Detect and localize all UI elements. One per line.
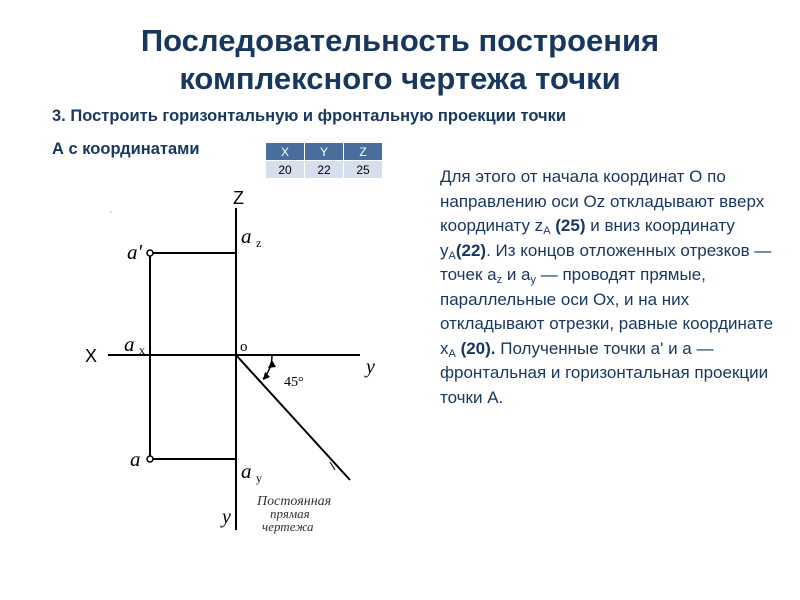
point-az-label: a	[241, 224, 252, 248]
value-x: 20	[266, 161, 305, 179]
expl-sub-ya: A	[448, 249, 456, 262]
expl-sub-xa: A	[448, 347, 456, 360]
task-line-1: 3. Построить горизонтальную и фронтальную проекции точки	[52, 107, 566, 125]
expl-sub-za: A	[543, 225, 551, 237]
axis-y-right-label: y	[366, 356, 375, 378]
point-ay-subscript: y	[256, 471, 262, 485]
value-y: 22	[305, 161, 344, 179]
axis-x-label: X	[85, 346, 98, 366]
angle-label: 45°	[284, 375, 304, 390]
point-az-subscript: z	[256, 236, 262, 250]
title-line-1: Последовательность построения	[140, 23, 660, 58]
expl-part-9: Полученные точки а' и а — фронтальная и горизонтальная проекции точки А.	[440, 338, 769, 407]
point-a	[147, 456, 153, 462]
expl-part-1: Для этого от начала координат О по направлению оси Оz откладывают вверх координату z	[440, 167, 765, 235]
axis-y-down-label: y	[222, 506, 231, 528]
header-y: Y	[305, 143, 344, 161]
constant-label-1: Постоянная	[257, 494, 332, 509]
constant-label-3: чертежа	[262, 519, 314, 534]
expl-part-8: (20).	[455, 338, 496, 358]
constant-line	[236, 355, 350, 480]
point-a-prime	[147, 250, 153, 256]
constant-label-2: прямая	[270, 506, 310, 521]
point-a-prime-label: a'	[127, 240, 142, 264]
expl-sub-az: z	[496, 274, 503, 286]
expl-part-5: . Из концов отложенных отрезков — точек а	[440, 240, 772, 284]
expl-part-3: и вниз координату у	[440, 216, 735, 260]
axis-z-label: Z	[233, 188, 244, 208]
header-z: Z	[344, 143, 383, 161]
angle-arrow-top	[268, 360, 276, 368]
value-z: 25	[344, 161, 383, 179]
expl-part-7: — проводят прямые, параллельные оси Ох, и на них откладывают отрезки, равные координате х	[440, 265, 774, 358]
expl-part-4: (22)	[455, 240, 487, 260]
point-ax-label: a	[124, 332, 135, 356]
expl-part-6: и а	[502, 265, 531, 284]
header-x: X	[266, 143, 305, 161]
task-line-2: А с координатами	[52, 140, 200, 158]
expl-part-2: (25)	[550, 216, 586, 235]
title-line-2: комплексного чертежа точки	[179, 61, 621, 96]
point-ax-subscript: x	[139, 343, 145, 357]
point-a-label: a	[130, 447, 141, 471]
expl-sub-ay: y	[530, 274, 537, 286]
origin-label: o	[240, 339, 248, 355]
point-ay-label: a	[241, 459, 252, 483]
